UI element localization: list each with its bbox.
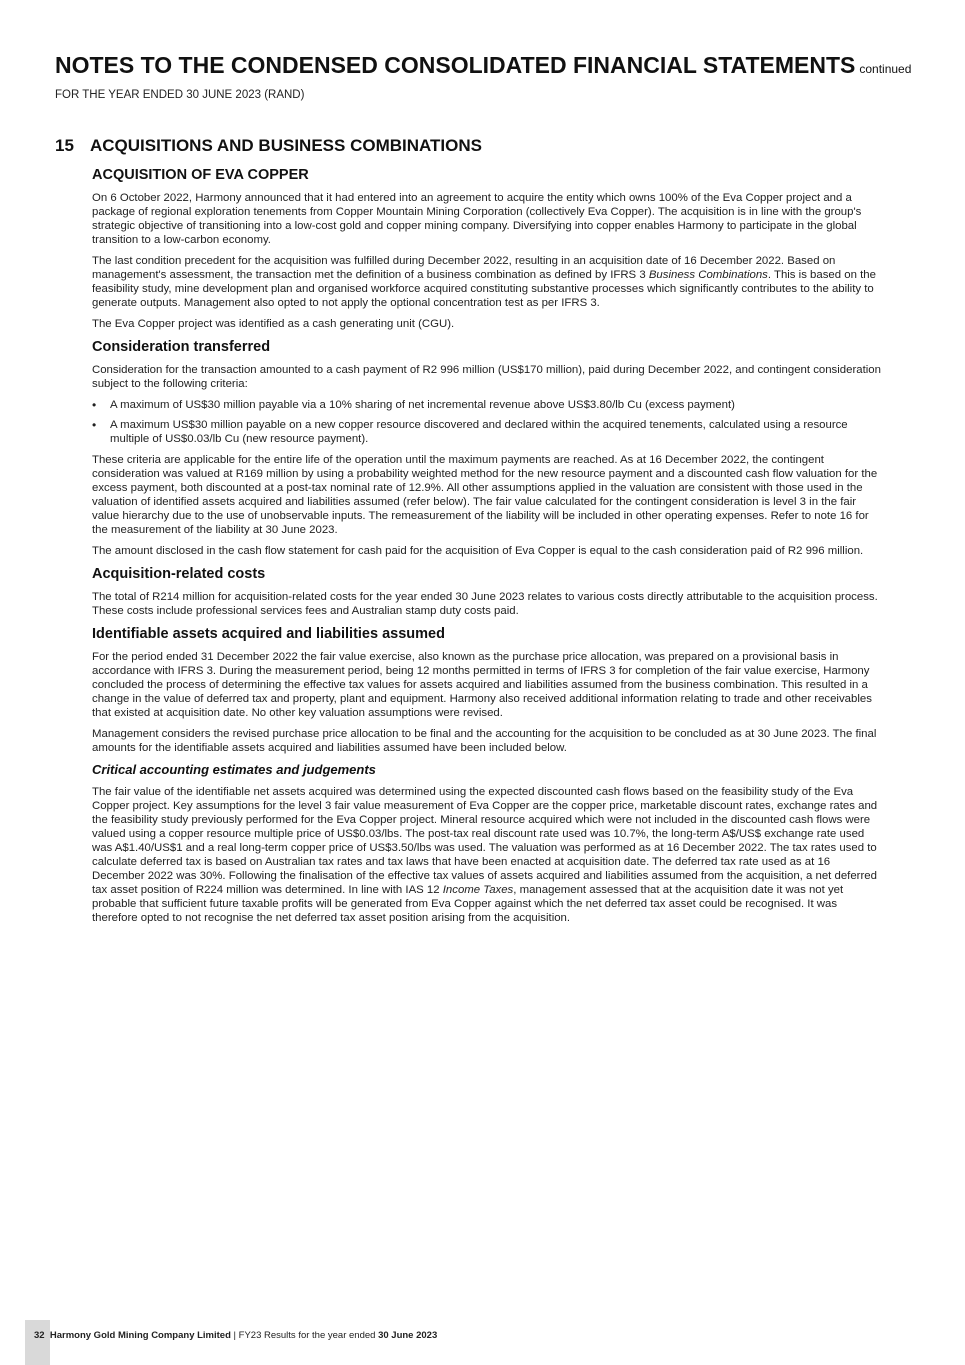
list-item: • A maximum of US$30 million payable via a 10% sharing of net incremental revenue above US$3.80/lb Cu (excess payment) bbox=[92, 398, 884, 412]
consideration-paragraph-1: Consideration for the transaction amounted to a cash payment of R2 996 million (US$170 million), paid during December 2022, and contingent consideration subject to the following criteria: bbox=[92, 364, 881, 390]
eva-paragraph-2-b: . This is based on the feasibility study, mine development plan and organised workforce acquired constituting substantive processes which significantly contributes to the ability to generate outputs. Management also opted to not apply the optional concentration test as per IFRS 3. bbox=[92, 269, 876, 309]
footer-date: 30 June 2023 bbox=[378, 1330, 438, 1341]
identifiable-heading: Identifiable assets acquired and liabilities assumed bbox=[92, 626, 445, 642]
eva-heading: ACQUISITION OF EVA COPPER bbox=[92, 167, 309, 183]
costs-heading: Acquisition-related costs bbox=[92, 566, 266, 582]
page-title-text: NOTES TO THE CONDENSED CONSOLIDATED FINANCIAL STATEMENTS bbox=[55, 52, 856, 78]
page-number: 32 bbox=[34, 1330, 45, 1341]
critical-paragraph-1-a: The fair value of the identifiable net assets acquired was determined using the expected discounted cash flows based on the feasibility study of the Eva Copper project. Key assumptions for the level 3 fair value measurement of Eva Copper are the copper price, marketable discount rates, exchange rates and the feasibility study previously performed for the Eva Copper project. Mineral resource acquired which were not included in the discounted cash flows were valued using a copper resource multiple price of US$0.03/lbs. The post-tax real discount rate used was 10.7%, the long-term A$/US$ exchange rate used was A$1.40/US$1 and a real long-term copper price of US$3.50/lbs was used. The valuation was performed as at 16 December 2022. The tax rates used to calculate deferred tax is based on Australian tax rates and tax laws that have been enacted at acquisition date. The deferred tax rate used as at 16 December 2022 was 30%. Following the finalisation of the effective tax values of assets acquired and liabilities assumed from the acquisition, a net deferred tax asset position of R224 million was determined. In line with IAS 12 bbox=[92, 786, 878, 896]
section-title: ACQUISITIONS AND BUSINESS COMBINATIONS bbox=[90, 136, 482, 155]
eva-paragraph-2 bbox=[92, 254, 884, 310]
section-number: 15 bbox=[55, 136, 74, 155]
consideration-heading: Consideration transferred bbox=[92, 339, 271, 355]
footer-results-text: FY23 Results for the year ended bbox=[238, 1330, 379, 1341]
continued-label: continued bbox=[859, 62, 912, 76]
consideration-criteria-list bbox=[92, 398, 884, 446]
critical-paragraph-1 bbox=[92, 785, 884, 925]
note-body bbox=[92, 166, 884, 932]
page-subtitle: FOR THE YEAR ENDED 30 JUNE 2023 (RAND) bbox=[55, 89, 305, 101]
list-item: • A maximum US$30 million payable on a new copper resource discovered and declared within the acquired tenements, calculated using a resource multiple of US$0.03/lb Cu (new resource payment). bbox=[92, 418, 884, 446]
footer-separator: | bbox=[230, 1330, 239, 1341]
identifiable-paragraph-1: For the period ended 31 December 2022 the fair value exercise, also known as the purchase price allocation, was prepared on a provisional basis in accordance with IFRS 3. During the measurement period, being 12 months permitted in terms of IFRS 3 for completion of the fair value exercise, Harmony concluded the process of determining the effective tax values for assets acquired and liabilities assumed from the business combination. This resulted in a change in the value of deferred tax and property, plant and equipment. Harmony also received additional information relating to trade and other receivables that existed at acquisition date. No other key valuation assumptions were revised. bbox=[92, 651, 872, 719]
eva-paragraph-1: On 6 October 2022, Harmony announced that it had entered into an agreement to acquire the entity which owns 100% of the Eva Copper project and a package of regional exploration tenements from Copper Mountain Mining Corporation (collectively Eva Copper). The acquisition is in line with the group's strategic objective of transitioning into a low-cost gold and copper mining company. Diversifying into copper enables Harmony to participate in the global transition to a low-carbon economy. bbox=[92, 192, 862, 246]
eva-paragraph-2-a: The last condition precedent for the acquisition was fulfilled during December 2022, resulting in an acquisition date of 16 December 2022. Based on management's assessment, the transaction met the definition of a business combination as defined by IFRS 3 bbox=[92, 255, 836, 281]
page-title bbox=[55, 52, 911, 79]
eva-paragraph-3: The Eva Copper project was identified as a cash generating unit (CGU). bbox=[92, 318, 455, 330]
company-name: Harmony Gold Mining Company Limited bbox=[49, 1330, 231, 1341]
critical-heading: Critical accounting estimates and judgements bbox=[92, 762, 376, 777]
consideration-paragraph-2: These criteria are applicable for the entire life of the operation until the maximum payments are reached. As at 16 December 2022, the contingent consideration was valued at R169 million by using a probability weighted method for the new resource payment and a discounted cash flow valuation for the excess payment, both discounted at a post-tax nominal rate of 12.9%. All other assumptions applied in the valuation are consistent with those used in the valuation of identified assets acquired and liabilities assumed (refer below). The fair value calculated for the contingent consideration is level 3 in the fair value hierarchy due to the use of unobservable inputs. The remeasurement of the liability will be included in other operating expenses. Refer to note 16 for the measurement of the liability at 30 June 2023. bbox=[92, 454, 878, 536]
eva-paragraph-2-em: Business Combinations bbox=[648, 269, 768, 281]
critical-paragraph-1-em: Income Taxes bbox=[442, 884, 514, 896]
page-footer bbox=[34, 1330, 437, 1341]
critical-paragraph-1-b: , management assessed that at the acquisition date it was not yet probable that sufficient future taxable profits will be generated from Eva Copper against which the net deferred tax asset could be recognised. It was therefore opted to not recognise the net deferred tax asset position arising from the acquisition. bbox=[92, 884, 844, 924]
costs-paragraph-1: The total of R214 million for acquisition-related costs for the year ended 30 June 2023 relates to various costs directly attributable to the acquisition process. These costs include professional services fees and Australian stamp duty costs paid. bbox=[92, 591, 878, 617]
footer-tab bbox=[25, 1320, 50, 1365]
identifiable-paragraph-2: Management considers the revised purchase price allocation to be final and the accounting for the acquisition to be concluded as at 30 June 2023. The final amounts for the identifiable assets acquired and liabilities assumed have been included below. bbox=[92, 728, 877, 754]
consideration-paragraph-3: The amount disclosed in the cash flow statement for cash paid for the acquisition of Eva Copper is equal to the cash consideration paid of R2 996 million. bbox=[92, 545, 864, 557]
section-heading bbox=[55, 136, 482, 156]
